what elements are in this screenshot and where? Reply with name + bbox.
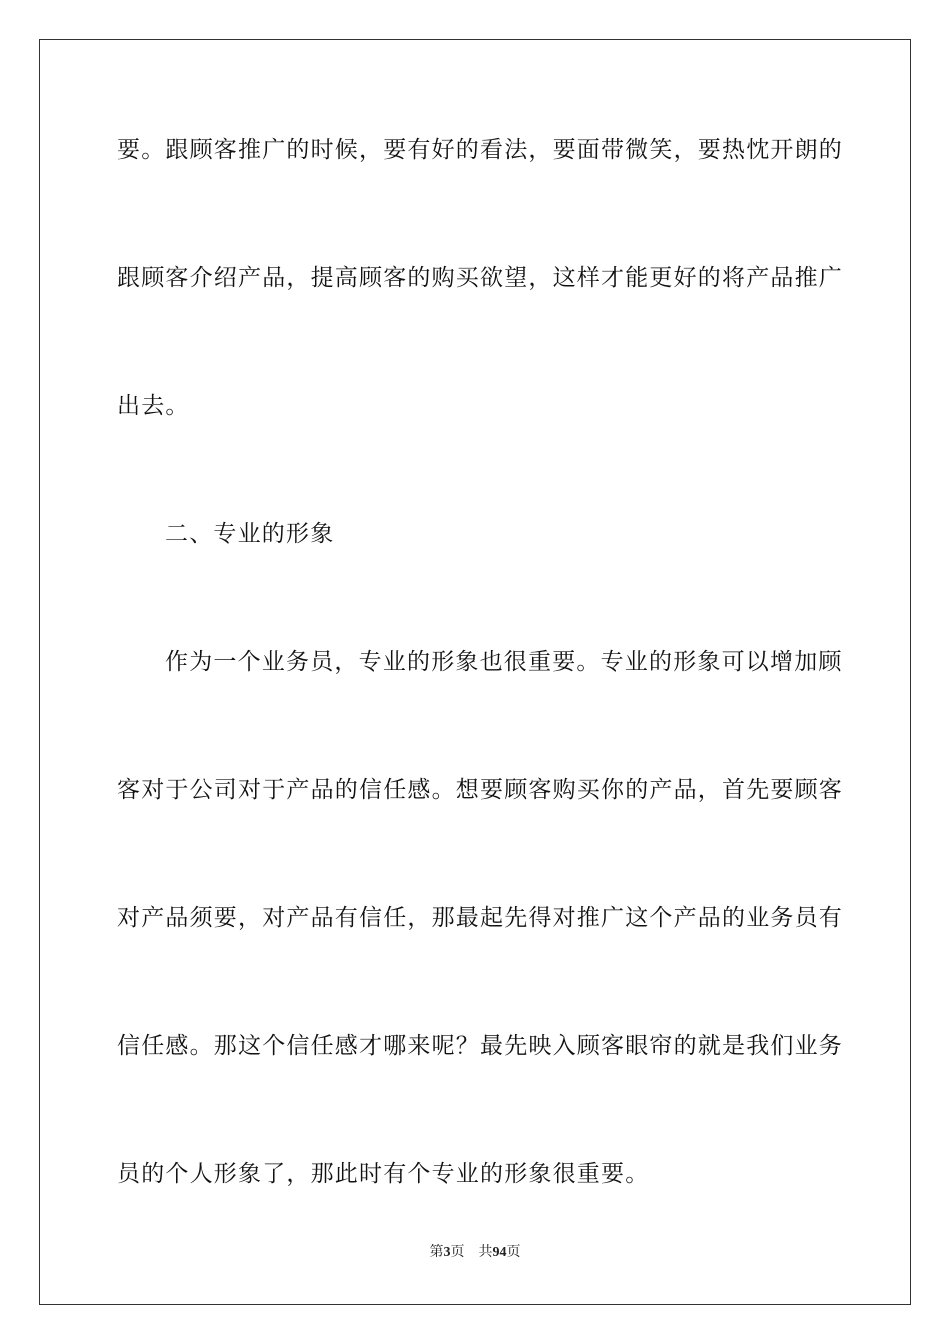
paragraph-line: 信任感。那这个信任感才哪来呢？最先映入顾客眼帘的就是我们业务 — [117, 1033, 843, 1059]
section-heading: 二、专业的形象 — [165, 521, 335, 547]
footer-page-prefix: 第 — [429, 1245, 444, 1260]
footer-page-number: 3 — [443, 1245, 451, 1260]
paragraph-line: 要。跟顾客推广的时候，要有好的看法，要面带微笑，要热忱开朗的 — [117, 137, 843, 163]
paragraph-line: 跟顾客介绍产品，提高顾客的购买欲望，这样才能更好的将产品推广 — [117, 265, 843, 291]
footer-page-suffix: 页 — [450, 1245, 465, 1260]
footer-total-suffix: 页 — [506, 1245, 521, 1260]
paragraph-line: 客对于公司对于产品的信任感。想要顾客购买你的产品，首先要顾客 — [117, 777, 843, 803]
footer-total-prefix: 共 — [478, 1245, 493, 1260]
paragraph-line: 对产品须要，对产品有信任，那最起先得对推广这个产品的业务员有 — [117, 905, 843, 931]
footer-total-pages: 94 — [492, 1245, 507, 1260]
paragraph-line: 作为一个业务员，专业的形象也很重要。专业的形象可以增加顾 — [165, 649, 843, 675]
page-footer — [0, 1244, 950, 1262]
paragraph-line: 出去。 — [117, 393, 190, 419]
paragraph-line: 员的个人形象了，那此时有个专业的形象很重要。 — [117, 1161, 650, 1187]
